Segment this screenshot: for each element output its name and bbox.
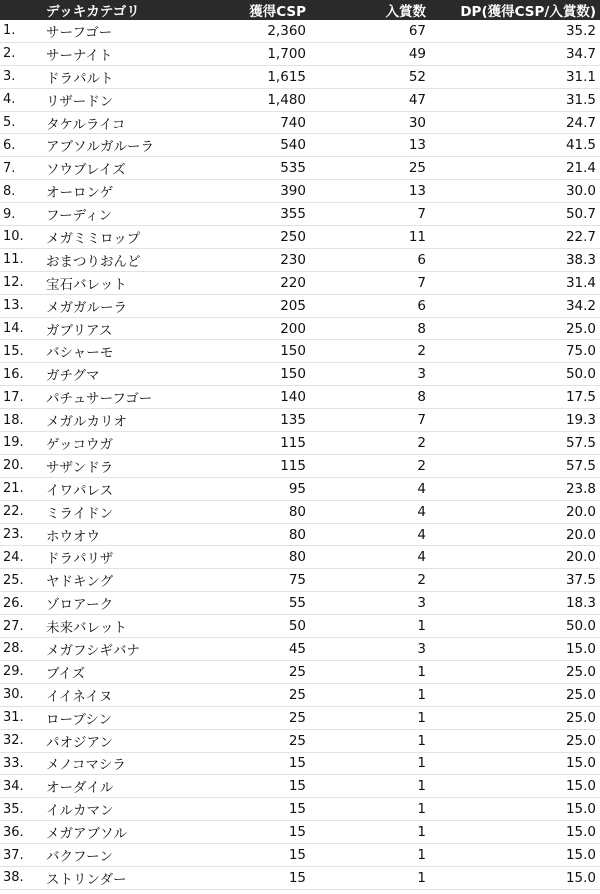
deck-name-cell: ソウブレイズ	[42, 157, 210, 180]
csp-cell: 15	[210, 798, 310, 821]
wins-cell: 1	[310, 660, 430, 683]
deck-name-cell: メガフシギバナ	[42, 638, 210, 661]
wins-cell: 25	[310, 157, 430, 180]
csp-cell: 355	[210, 203, 310, 226]
wins-cell: 2	[310, 340, 430, 363]
deck-name-cell: サーフゴー	[42, 20, 210, 42]
wins-cell: 1	[310, 706, 430, 729]
table-row	[0, 20, 600, 42]
rank-cell: 25.	[0, 569, 42, 592]
rank-cell: 2.	[0, 42, 42, 65]
wins-cell: 49	[310, 42, 430, 65]
rank-cell: 24.	[0, 546, 42, 569]
wins-cell: 4	[310, 477, 430, 500]
wins-cell: 2	[310, 432, 430, 455]
wins-cell: 11	[310, 226, 430, 249]
rank-cell: 20.	[0, 454, 42, 477]
wins-cell: 8	[310, 317, 430, 340]
dp-cell: 31.4	[430, 271, 600, 294]
csp-cell: 25	[210, 660, 310, 683]
rank-cell: 18.	[0, 409, 42, 432]
table-row	[0, 752, 600, 775]
dp-cell: 50.0	[430, 615, 600, 638]
wins-cell: 4	[310, 546, 430, 569]
rank-cell: 36.	[0, 821, 42, 844]
csp-cell: 150	[210, 363, 310, 386]
csp-cell: 95	[210, 477, 310, 500]
dp-cell: 25.0	[430, 660, 600, 683]
csp-cell: 25	[210, 706, 310, 729]
csp-cell: 80	[210, 500, 310, 523]
wins-cell: 1	[310, 752, 430, 775]
dp-cell: 19.3	[430, 409, 600, 432]
table-row	[0, 111, 600, 134]
deck-name-cell: ドラパリザ	[42, 546, 210, 569]
wins-cell: 3	[310, 638, 430, 661]
csp-cell: 540	[210, 134, 310, 157]
wins-cell: 1	[310, 683, 430, 706]
rank-cell: 37.	[0, 844, 42, 867]
csp-cell: 25	[210, 683, 310, 706]
dp-cell: 15.0	[430, 752, 600, 775]
wins-cell: 47	[310, 88, 430, 111]
wins-cell: 30	[310, 111, 430, 134]
rank-cell: 7.	[0, 157, 42, 180]
table-row	[0, 42, 600, 65]
rank-cell: 32.	[0, 729, 42, 752]
wins-cell: 2	[310, 569, 430, 592]
dp-cell: 15.0	[430, 821, 600, 844]
dp-cell: 50.7	[430, 203, 600, 226]
header-deck-category[interactable]: デッキカテゴリ	[42, 0, 210, 20]
csp-cell: 25	[210, 729, 310, 752]
deck-name-cell: ガチグマ	[42, 363, 210, 386]
rank-cell: 8.	[0, 180, 42, 203]
dp-cell: 31.5	[430, 88, 600, 111]
dp-cell: 15.0	[430, 638, 600, 661]
table-row	[0, 775, 600, 798]
dp-cell: 34.2	[430, 294, 600, 317]
csp-cell: 55	[210, 592, 310, 615]
deck-name-cell: イイネイヌ	[42, 683, 210, 706]
wins-cell: 1	[310, 821, 430, 844]
wins-cell: 3	[310, 592, 430, 615]
table-row	[0, 340, 600, 363]
deck-name-cell: ゲッコウガ	[42, 432, 210, 455]
deck-name-cell: フーディン	[42, 203, 210, 226]
deck-name-cell: ブイズ	[42, 660, 210, 683]
table-row	[0, 844, 600, 867]
table-row	[0, 866, 600, 889]
rank-cell: 13.	[0, 294, 42, 317]
wins-cell: 8	[310, 386, 430, 409]
csp-cell: 115	[210, 454, 310, 477]
deck-name-cell: ガブリアス	[42, 317, 210, 340]
rank-cell: 35.	[0, 798, 42, 821]
table-row	[0, 226, 600, 249]
csp-cell: 150	[210, 340, 310, 363]
rank-cell: 5.	[0, 111, 42, 134]
wins-cell: 7	[310, 409, 430, 432]
table-row	[0, 454, 600, 477]
table-row	[0, 363, 600, 386]
csp-cell: 15	[210, 866, 310, 889]
table-row	[0, 88, 600, 111]
deck-name-cell: ストリンダー	[42, 866, 210, 889]
csp-cell: 390	[210, 180, 310, 203]
csp-cell: 140	[210, 386, 310, 409]
header-wins[interactable]: 入賞数	[310, 0, 430, 20]
dp-cell: 50.0	[430, 363, 600, 386]
wins-cell: 1	[310, 729, 430, 752]
table-row	[0, 157, 600, 180]
table-row	[0, 500, 600, 523]
wins-cell: 13	[310, 134, 430, 157]
rank-cell: 12.	[0, 271, 42, 294]
csp-cell: 115	[210, 432, 310, 455]
dp-cell: 75.0	[430, 340, 600, 363]
table-row	[0, 683, 600, 706]
deck-name-cell: 宝石バレット	[42, 271, 210, 294]
dp-cell: 15.0	[430, 798, 600, 821]
csp-cell: 50	[210, 615, 310, 638]
table-row	[0, 546, 600, 569]
rank-cell: 10.	[0, 226, 42, 249]
csp-cell: 75	[210, 569, 310, 592]
table-row	[0, 569, 600, 592]
rank-cell: 34.	[0, 775, 42, 798]
dp-cell: 18.3	[430, 592, 600, 615]
dp-cell: 38.3	[430, 248, 600, 271]
csp-cell: 250	[210, 226, 310, 249]
rank-cell: 6.	[0, 134, 42, 157]
wins-cell: 1	[310, 615, 430, 638]
rank-cell: 28.	[0, 638, 42, 661]
table-row	[0, 65, 600, 88]
dp-cell: 24.7	[430, 111, 600, 134]
dp-cell: 17.5	[430, 386, 600, 409]
dp-cell: 22.7	[430, 226, 600, 249]
csp-cell: 1,480	[210, 88, 310, 111]
rank-cell: 27.	[0, 615, 42, 638]
table-row	[0, 134, 600, 157]
csp-cell: 45	[210, 638, 310, 661]
csp-cell: 80	[210, 523, 310, 546]
dp-cell: 20.0	[430, 523, 600, 546]
csp-cell: 230	[210, 248, 310, 271]
rank-cell: 1.	[0, 20, 42, 42]
dp-cell: 35.2	[430, 20, 600, 42]
wins-cell: 13	[310, 180, 430, 203]
csp-cell: 135	[210, 409, 310, 432]
rank-cell: 33.	[0, 752, 42, 775]
table-row	[0, 386, 600, 409]
deck-name-cell: サザンドラ	[42, 454, 210, 477]
wins-cell: 1	[310, 844, 430, 867]
dp-cell: 15.0	[430, 775, 600, 798]
wins-cell: 2	[310, 454, 430, 477]
deck-name-cell: 未来バレット	[42, 615, 210, 638]
rank-cell: 4.	[0, 88, 42, 111]
csp-cell: 200	[210, 317, 310, 340]
csp-cell: 535	[210, 157, 310, 180]
rank-cell: 29.	[0, 660, 42, 683]
table-row	[0, 729, 600, 752]
rank-cell: 17.	[0, 386, 42, 409]
csp-cell: 15	[210, 775, 310, 798]
table-row	[0, 798, 600, 821]
table-row	[0, 706, 600, 729]
table-row	[0, 821, 600, 844]
csp-cell: 205	[210, 294, 310, 317]
csp-cell: 1,615	[210, 65, 310, 88]
wins-cell: 1	[310, 798, 430, 821]
header-rank[interactable]	[0, 0, 42, 20]
deck-name-cell: オーダイル	[42, 775, 210, 798]
rank-cell: 38.	[0, 866, 42, 889]
dp-cell: 37.5	[430, 569, 600, 592]
dp-cell: 34.7	[430, 42, 600, 65]
dp-cell: 30.0	[430, 180, 600, 203]
csp-cell: 80	[210, 546, 310, 569]
csp-cell: 220	[210, 271, 310, 294]
wins-cell: 1	[310, 775, 430, 798]
table-body	[0, 20, 600, 889]
table-row	[0, 409, 600, 432]
rank-cell: 11.	[0, 248, 42, 271]
csp-cell: 15	[210, 821, 310, 844]
deck-name-cell: イワパレス	[42, 477, 210, 500]
dp-cell: 25.0	[430, 706, 600, 729]
table-row	[0, 317, 600, 340]
deck-name-cell: イルカマン	[42, 798, 210, 821]
rank-cell: 3.	[0, 65, 42, 88]
wins-cell: 67	[310, 20, 430, 42]
deck-name-cell: ゾロアーク	[42, 592, 210, 615]
wins-cell: 52	[310, 65, 430, 88]
dp-cell: 15.0	[430, 844, 600, 867]
dp-cell: 57.5	[430, 454, 600, 477]
table-row	[0, 432, 600, 455]
rank-cell: 23.	[0, 523, 42, 546]
table-row	[0, 248, 600, 271]
deck-name-cell: リザードン	[42, 88, 210, 111]
deck-name-cell: パチュサーフゴー	[42, 386, 210, 409]
dp-cell: 25.0	[430, 317, 600, 340]
csp-cell: 2,360	[210, 20, 310, 42]
wins-cell: 7	[310, 203, 430, 226]
wins-cell: 6	[310, 294, 430, 317]
wins-cell: 1	[310, 866, 430, 889]
table-row	[0, 615, 600, 638]
table-row	[0, 477, 600, 500]
dp-cell: 21.4	[430, 157, 600, 180]
header-row	[0, 0, 600, 20]
table-row	[0, 660, 600, 683]
header-dp[interactable]: DP(獲得CSP/入賞数)	[430, 0, 600, 20]
deck-name-cell: メガルカリオ	[42, 409, 210, 432]
dp-cell: 15.0	[430, 866, 600, 889]
deck-name-cell: ミライドン	[42, 500, 210, 523]
wins-cell: 3	[310, 363, 430, 386]
deck-name-cell: サーナイト	[42, 42, 210, 65]
dp-cell: 25.0	[430, 683, 600, 706]
header-csp[interactable]: 獲得CSP	[210, 0, 310, 20]
csp-cell: 740	[210, 111, 310, 134]
rank-cell: 22.	[0, 500, 42, 523]
deck-name-cell: メノコマシラ	[42, 752, 210, 775]
dp-cell: 57.5	[430, 432, 600, 455]
dp-cell: 31.1	[430, 65, 600, 88]
deck-name-cell: ホウオウ	[42, 523, 210, 546]
deck-name-cell: オーロンゲ	[42, 180, 210, 203]
dp-cell: 41.5	[430, 134, 600, 157]
table-row	[0, 271, 600, 294]
deck-name-cell: バシャーモ	[42, 340, 210, 363]
deck-name-cell: タケルライコ	[42, 111, 210, 134]
deck-name-cell: ドラパルト	[42, 65, 210, 88]
deck-name-cell: バクフーン	[42, 844, 210, 867]
rank-cell: 26.	[0, 592, 42, 615]
csp-cell: 1,700	[210, 42, 310, 65]
deck-name-cell: パオジアン	[42, 729, 210, 752]
rank-cell: 19.	[0, 432, 42, 455]
wins-cell: 7	[310, 271, 430, 294]
rank-cell: 15.	[0, 340, 42, 363]
rank-cell: 9.	[0, 203, 42, 226]
table-row	[0, 638, 600, 661]
wins-cell: 4	[310, 500, 430, 523]
table-row	[0, 203, 600, 226]
wins-cell: 4	[310, 523, 430, 546]
csp-cell: 15	[210, 752, 310, 775]
dp-cell: 23.8	[430, 477, 600, 500]
rank-cell: 30.	[0, 683, 42, 706]
rank-cell: 14.	[0, 317, 42, 340]
dp-cell: 20.0	[430, 546, 600, 569]
deck-name-cell: メガミミロップ	[42, 226, 210, 249]
rank-cell: 31.	[0, 706, 42, 729]
dp-cell: 25.0	[430, 729, 600, 752]
deck-name-cell: アブソルガルーラ	[42, 134, 210, 157]
deck-name-cell: ローブシン	[42, 706, 210, 729]
csp-cell: 15	[210, 844, 310, 867]
table-row	[0, 294, 600, 317]
wins-cell: 6	[310, 248, 430, 271]
table-row	[0, 592, 600, 615]
dp-cell: 20.0	[430, 500, 600, 523]
rank-cell: 21.	[0, 477, 42, 500]
table-row	[0, 523, 600, 546]
table-row	[0, 180, 600, 203]
deck-name-cell: ヤドキング	[42, 569, 210, 592]
deck-name-cell: おまつりおんど	[42, 248, 210, 271]
deck-name-cell: メガガルーラ	[42, 294, 210, 317]
deck-name-cell: メガアブソル	[42, 821, 210, 844]
rank-cell: 16.	[0, 363, 42, 386]
